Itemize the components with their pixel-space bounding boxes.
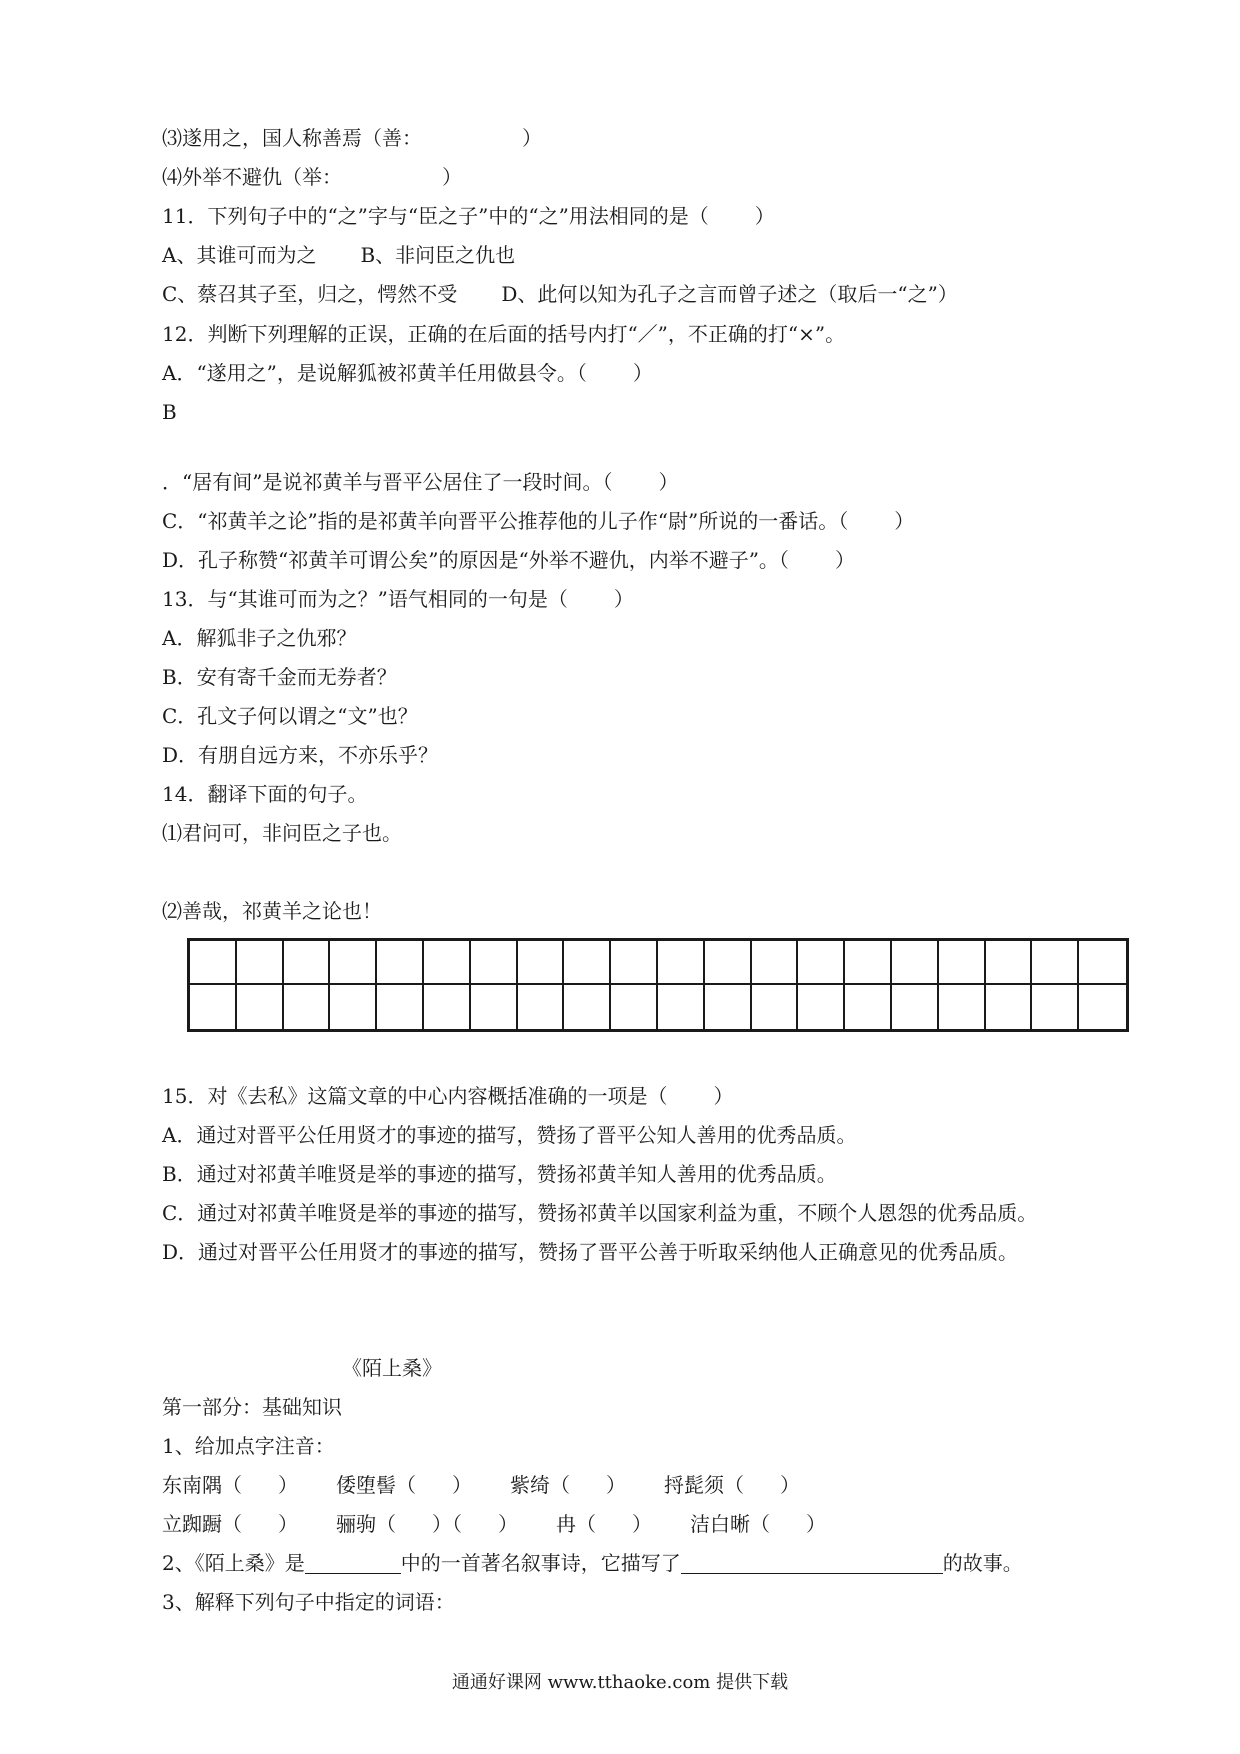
q13-option-a: A．解狐非子之仇邪？ — [162, 626, 357, 650]
q12-option-b: ．“居有间”是说祁黄羊与晋平公居住了一段时间。（ ） — [162, 470, 679, 494]
grid-cell[interactable] — [330, 985, 377, 1029]
grid-cell[interactable] — [658, 985, 705, 1029]
grid-cell[interactable] — [986, 985, 1033, 1029]
grid-cell[interactable] — [939, 985, 986, 1029]
q10-item4: ⑷外举不避仇（举： ） — [162, 165, 462, 189]
grid-cell[interactable] — [658, 941, 705, 985]
grid-cell[interactable] — [798, 985, 845, 1029]
pinyin-row-2: 立踟蹰（ ） 骊驹（ ）（ ） 冉（ ） 洁白晰（ ） — [162, 1512, 826, 1536]
mosang-q1-stem: 1、给加点字注音： — [162, 1434, 335, 1458]
q15-option-d: D．通过对晋平公任用贤才的事迹的描写，赞扬了晋平公善于听取采纳他人正确意见的优秀品质。 — [162, 1240, 1019, 1264]
grid-cell[interactable] — [1032, 941, 1079, 985]
q11-option-b: B、非问臣之仇也 — [360, 243, 516, 267]
grid-cell[interactable] — [377, 985, 424, 1029]
grid-cell[interactable] — [939, 941, 986, 985]
q12-option-d: D．孔子称赞“祁黄羊可谓公矣”的原因是“外举不避仇，内举不避子”。（ ） — [162, 548, 855, 572]
section-title: 《陌上桑》 — [342, 1356, 442, 1380]
grid-cell[interactable] — [377, 941, 424, 985]
answer-writing-grid[interactable] — [187, 938, 1129, 1032]
grid-cell[interactable] — [611, 941, 658, 985]
grid-cell[interactable] — [798, 941, 845, 985]
grid-cell[interactable] — [424, 941, 471, 985]
footer-credit: 通通好课网 www.tthaoke.com 提供下载 — [451, 1672, 789, 1693]
grid-cell[interactable] — [752, 985, 799, 1029]
grid-cell[interactable] — [564, 941, 611, 985]
q13-stem: 13．与“其谁可而为之？”语气相同的一句是（ ） — [162, 587, 634, 611]
grid-cell[interactable] — [284, 985, 331, 1029]
q15-option-c: C．通过对祁黄羊唯贤是举的事迹的描写，赞扬祁黄羊以国家利益为重，不顾个人恩怨的优秀品质。 — [162, 1201, 1038, 1225]
mosang-q2: 2、《陌上桑》是 中的一首著名叙事诗，它描写了 的故事。 — [162, 1551, 1023, 1575]
grid-cell[interactable] — [424, 985, 471, 1029]
q13-option-d: D．有朋自远方来，不亦乐乎？ — [162, 743, 439, 767]
q11-stem: 11．下列句子中的“之”字与“臣之子”中的“之”用法相同的是（ ） — [162, 204, 775, 228]
grid-cell[interactable] — [1079, 941, 1126, 985]
grid-cell[interactable] — [518, 985, 565, 1029]
q11-option-c: C、蔡召其子至，归之，愕然不受 — [162, 282, 458, 306]
grid-cell[interactable] — [190, 941, 237, 985]
grid-cell[interactable] — [845, 985, 892, 1029]
q14-item1: ⑴君问可，非问臣之子也。 — [162, 821, 402, 845]
part-heading: 第一部分：基础知识 — [162, 1395, 342, 1419]
grid-cell[interactable] — [237, 941, 284, 985]
grid-cell[interactable] — [237, 985, 284, 1029]
q11-options-ab — [162, 242, 515, 268]
q13-option-b: B．安有寄千金而无券者？ — [162, 665, 397, 689]
grid-cell[interactable] — [471, 941, 518, 985]
q15-stem: 15．对《去私》这篇文章的中心内容概括准确的一项是（ ） — [162, 1084, 734, 1108]
grid-cell[interactable] — [190, 985, 237, 1029]
grid-cell[interactable] — [611, 985, 658, 1029]
grid-cell[interactable] — [705, 941, 752, 985]
grid-cell[interactable] — [705, 985, 752, 1029]
grid-cell[interactable] — [564, 985, 611, 1029]
q14-stem: 14．翻译下面的句子。 — [162, 782, 368, 806]
grid-cell[interactable] — [471, 985, 518, 1029]
pinyin-row-1: 东南隅（ ） 倭堕髻（ ） 紫绮（ ） 捋髭须（ ） — [162, 1473, 800, 1497]
fill-blank-story[interactable] — [681, 1551, 943, 1574]
q12-option-b-letter: B — [162, 400, 177, 424]
grid-cell[interactable] — [752, 941, 799, 985]
q15-option-a: A．通过对晋平公任用贤才的事迹的描写，赞扬了晋平公知人善用的优秀品质。 — [162, 1123, 857, 1147]
grid-cell[interactable] — [284, 941, 331, 985]
grid-cell[interactable] — [986, 941, 1033, 985]
fill-blank-source[interactable] — [305, 1551, 401, 1574]
grid-cell[interactable] — [845, 941, 892, 985]
grid-cell[interactable] — [330, 941, 377, 985]
q10-item3: ⑶遂用之，国人称善焉（善： ） — [162, 126, 542, 150]
grid-cell[interactable] — [518, 941, 565, 985]
mosang-q3-stem: 3、解释下列句子中指定的词语： — [162, 1590, 455, 1614]
grid-cell[interactable] — [892, 941, 939, 985]
q12-stem: 12．判断下列理解的正误，正确的在后面的括号内打“／”，不正确的打“×”。 — [162, 322, 846, 346]
q11-option-d: D、此何以知为孔子之言而曾子述之（取后一“之”） — [501, 282, 958, 306]
q12-option-c: C．“祁黄羊之论”指的是祁黄羊向晋平公推荐他的儿子作“尉”所说的一番话。（ ） — [162, 509, 915, 533]
q14-item2: ⑵善哉，祁黄羊之论也！ — [162, 899, 382, 923]
q13-option-c: C．孔文子何以谓之“文”也？ — [162, 704, 418, 728]
grid-cell[interactable] — [1032, 985, 1079, 1029]
q11-options-cd — [162, 281, 958, 307]
q11-option-a: A、其谁可而为之 — [162, 243, 317, 267]
q12-option-a: A．“遂用之”，是说解狐被祁黄羊任用做县令。（ ） — [162, 361, 653, 385]
q15-option-b: B．通过对祁黄羊唯贤是举的事迹的描写，赞扬祁黄羊知人善用的优秀品质。 — [162, 1162, 837, 1186]
grid-cell[interactable] — [1079, 985, 1126, 1029]
grid-cell[interactable] — [892, 985, 939, 1029]
